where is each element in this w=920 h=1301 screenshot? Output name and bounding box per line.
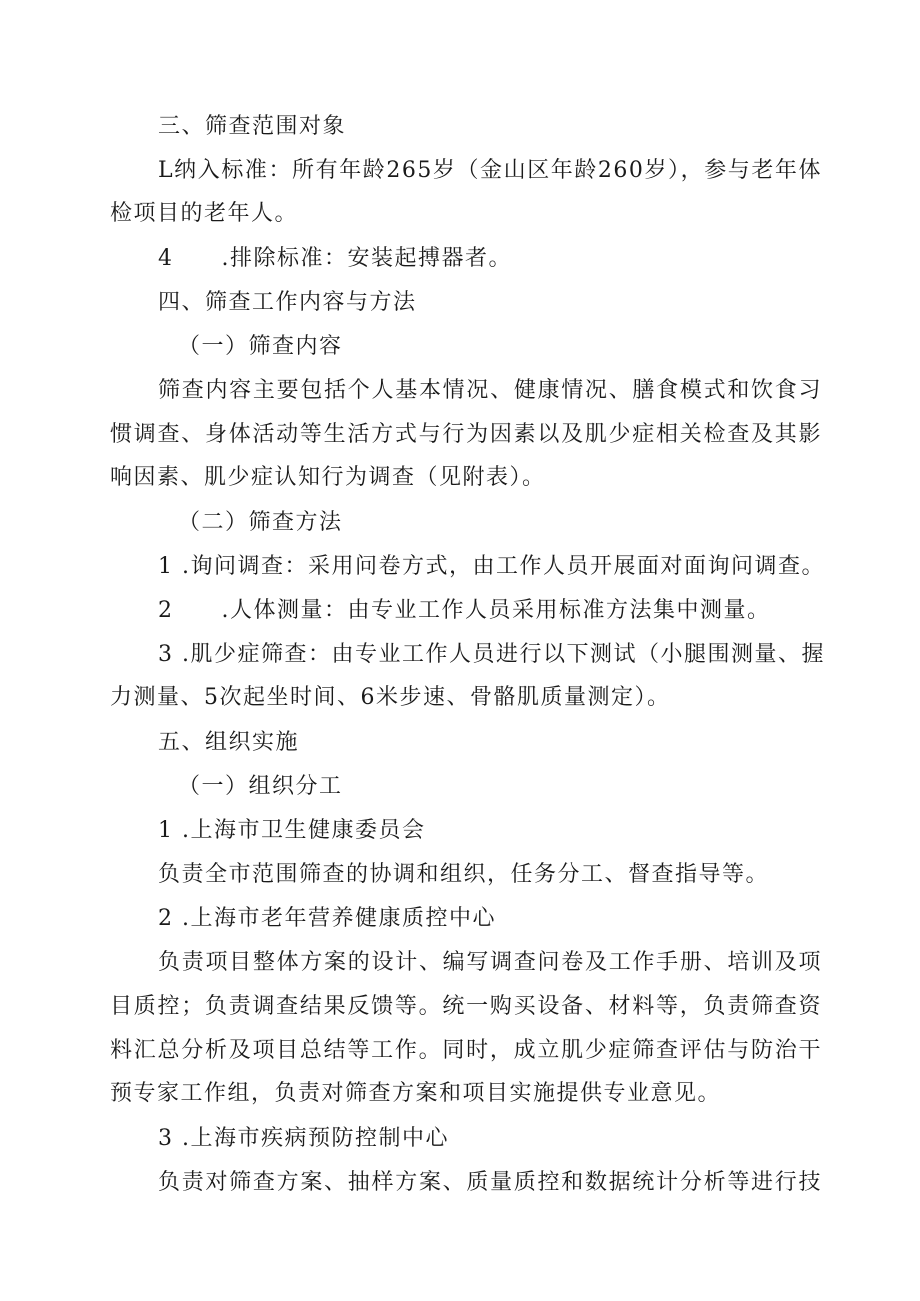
section-heading-4: 四、筛查工作内容与方法 (158, 290, 417, 315)
paragraph-line: 负责项目整体方案的设计、编写调查问卷及工作手册、培训及项 (158, 950, 822, 975)
list-item: 1 .上海市卫生健康委员会 (158, 818, 426, 843)
list-text: .人体测量：由专业工作人员采用标准方法集中测量。 (221, 598, 771, 623)
section-heading-3: 三、筛查范围对象 (158, 114, 347, 139)
list-item: 2 .上海市老年营养健康质控中心 (158, 906, 496, 931)
paragraph-line: 惯调查、身体活动等生活方式与行为因素以及肌少症相关检查及其影 (110, 422, 822, 447)
list-text: .排除标准：安装起搏器者。 (221, 246, 512, 271)
list-item: 3 .肌少症筛查：由专业工作人员进行以下测试（小腿围测量、握 (158, 642, 825, 667)
list-item: 3 .上海市疾病预防控制中心 (158, 1126, 449, 1151)
paragraph-line: 负责对筛查方案、抽样方案、质量质控和数据统计分析等进行技 (158, 1170, 822, 1195)
section-heading-5: 五、组织实施 (158, 730, 300, 755)
paragraph-line: 目质控；负责调查结果反馈等。统一购买设备、材料等，负责筛查资 (110, 994, 822, 1019)
list-item-exclusion (158, 244, 822, 274)
list-number: 4 (158, 246, 174, 271)
paragraph-line: 检项目的老年人。 (110, 201, 299, 226)
paragraph-line: 料汇总分析及项目总结等工作。同时，成立肌少症筛查评估与防治干 (110, 1038, 822, 1063)
paragraph-line: 响因素、肌少症认知行为调查（见附表）。 (110, 465, 546, 490)
subsection-heading: （一）筛查内容 (178, 334, 343, 359)
paragraph-line: L纳入标准：所有年龄265岁（金山区年龄260岁），参与老年体 (158, 158, 822, 183)
list-number: 2 (158, 598, 174, 623)
list-item (158, 596, 822, 626)
paragraph-line: 筛查内容主要包括个人基本情况、健康情况、膳食模式和饮食习 (158, 378, 822, 403)
subsection-heading: （一）组织分工 (178, 774, 343, 799)
paragraph-line: 负责全市范围筛查的协调和组织，任务分工、督查指导等。 (158, 862, 770, 887)
paragraph-line: 预专家工作组，负责对筛查方案和项目实施提供专业意见。 (110, 1081, 722, 1106)
list-item: 1 .询问调查：采用问卷方式，由工作人员开展面对面询问调查。 (158, 554, 825, 579)
subsection-heading: （二）筛查方法 (178, 510, 343, 535)
paragraph-line: 力测量、5次起坐时间、6米步速、骨骼肌质量测定）。 (110, 685, 671, 710)
